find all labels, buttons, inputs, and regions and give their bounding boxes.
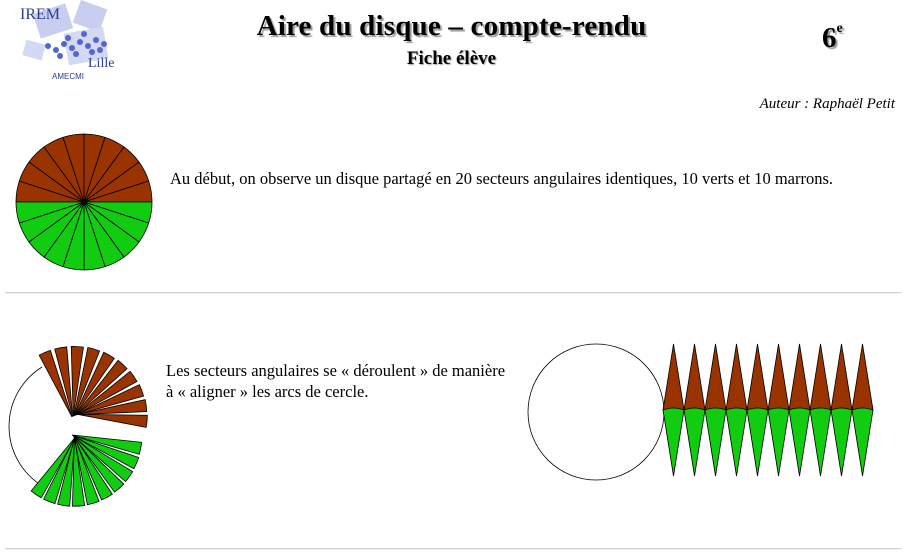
open-arc xyxy=(9,367,44,487)
brown-sector xyxy=(789,344,810,412)
logo-irem-text: IREM xyxy=(20,6,60,23)
logo-lille-text: Lille xyxy=(88,56,115,71)
grade-level xyxy=(822,22,843,55)
brown-sector xyxy=(77,414,147,427)
unrolling-disk xyxy=(0,300,160,550)
brown-sector xyxy=(831,344,852,412)
green-sector xyxy=(705,408,726,476)
divider xyxy=(5,292,901,294)
green-sector xyxy=(726,408,747,476)
green-sector xyxy=(747,408,768,476)
brown-sector xyxy=(768,344,789,412)
brown-sector xyxy=(663,344,684,412)
green-sector xyxy=(663,408,684,476)
green-sector xyxy=(768,408,789,476)
empty-circle xyxy=(526,342,666,482)
grade-superscript: e xyxy=(836,21,843,37)
page-subtitle: Fiche élève xyxy=(406,48,497,69)
green-sector xyxy=(684,408,705,476)
grade-number: 6 xyxy=(822,22,837,54)
author-line: Auteur : Raphaël Petit xyxy=(759,96,895,112)
brown-sector xyxy=(705,344,726,412)
green-sector xyxy=(831,408,852,476)
logo-amecmi-text: AMECMI xyxy=(52,72,84,81)
brown-sector xyxy=(684,344,705,412)
brown-sector xyxy=(726,344,747,412)
divider-bottom xyxy=(5,548,901,550)
green-sector xyxy=(789,408,810,476)
circle-outline xyxy=(528,344,664,480)
green-sector xyxy=(852,408,873,476)
green-sector xyxy=(810,408,831,476)
brown-sector xyxy=(852,344,873,412)
brown-sector xyxy=(747,344,768,412)
brown-sector xyxy=(810,344,831,412)
section-2-text: Les secteurs angulaires se « déroulent » de manière à « aligner » les arcs de cercle. xyxy=(166,361,506,401)
page-title: Aire du disque – compte-rendu xyxy=(256,10,647,42)
divided-disk xyxy=(14,132,154,272)
section-1-text: Au début, on observe un disque partagé en 20 secteurs angulaires identiques, 10 verts et 10 marrons. xyxy=(170,169,834,188)
aligned-sectors xyxy=(660,340,880,485)
